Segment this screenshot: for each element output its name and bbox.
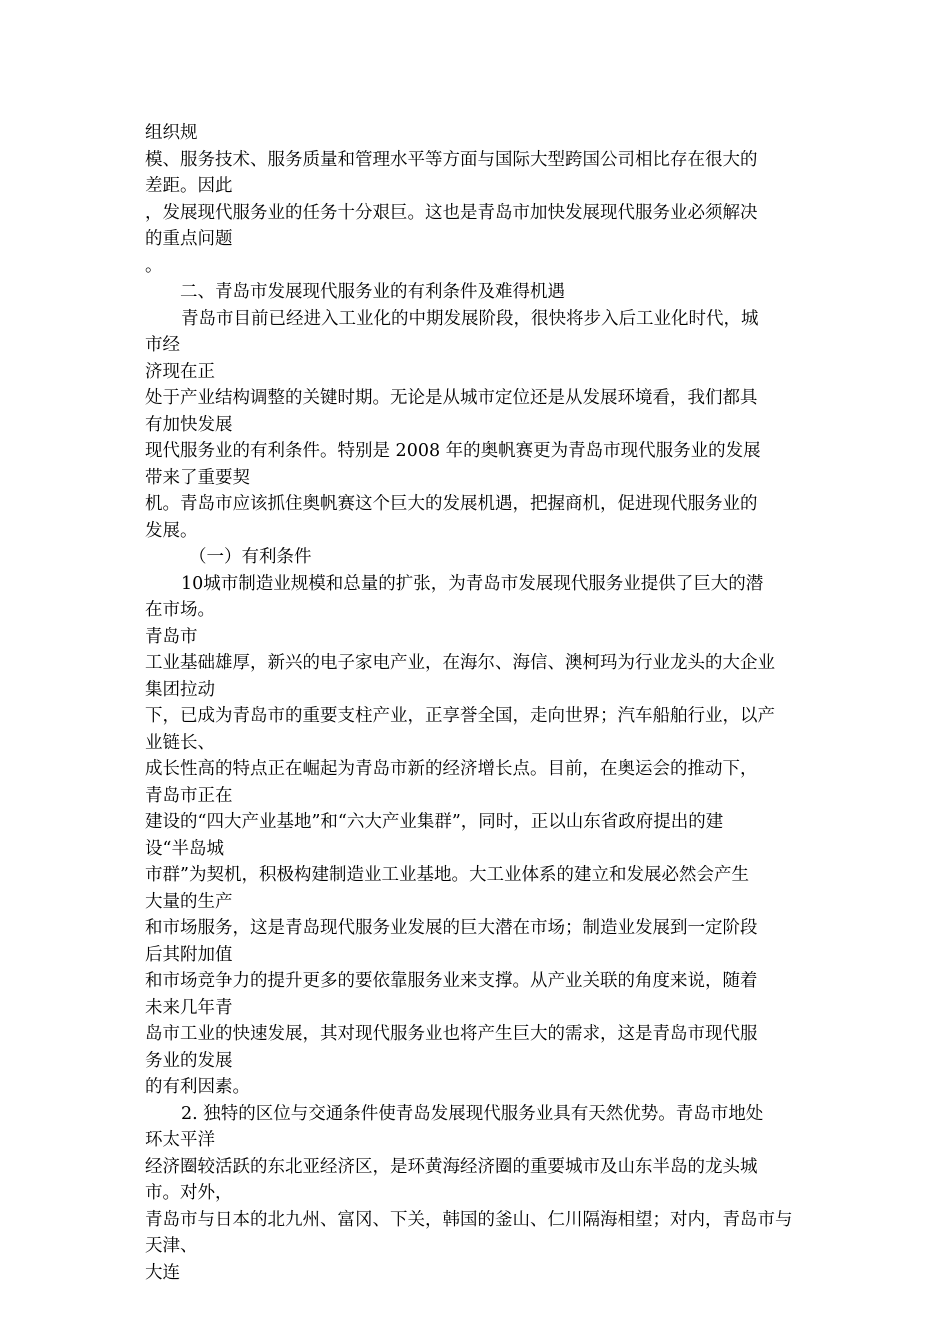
text-line: 青岛市目前已经进入工业化的中期发展阶段，很快将步入后工业化时代，城 [181,308,759,329]
text-line: 岛市工业的快速发展，其对现代服务业也将产生巨大的需求，这是青岛市现代服 [145,1024,758,1044]
text-line: 下，已成为青岛市的重要支柱产业，正享誉全国，走向世界；汽车船舶行业，以产 [145,706,775,726]
text-line: 有加快发展 [145,414,233,435]
text-line: 模、服务技术、服务质量和管理水平等方面与国际大型跨国公司相比存在很大的 [145,149,758,170]
text-line: 10城市制造业规模和总量的扩张，为青岛市发展现代服务业提供了巨大的潜 [181,573,764,594]
text-line: 济现在正 [145,361,215,382]
text-line: 市经 [145,335,180,355]
text-line: 大量的生产 [145,891,233,912]
text-line: 带来了重要契 [145,467,250,488]
text-line: 成长性高的特点正在崛起为青岛市新的经济增长点。目前，在奥运会的推动下， [145,759,758,779]
text-line: 青岛市正在 [145,785,233,806]
subsection-heading: （一）有利条件 [189,547,312,567]
text-line: 在市场。 [145,600,215,620]
text-line: 和市场服务，这是青岛现代服务业发展的巨大潜在市场；制造业发展到一定阶段 [145,918,758,938]
text-line: 现代服务业的有利条件。特别是 2008 年的奥帆赛更为青岛市现代服务业的发展 [145,441,761,461]
text-line: 工业基础雄厚，新兴的电子家电产业，在海尔、海信、澳柯玛为行业龙头的大企业 [145,653,775,673]
text-line: 集团拉动 [145,679,215,700]
text-line: 未来几年青 [145,997,233,1018]
text-line: 天津、 [145,1236,198,1256]
text-line: 发展。 [145,520,198,541]
text-line: 务业的发展 [145,1050,233,1071]
text-line: 2. 独特的区位与交通条件使青岛发展现代服务业具有天然优势。青岛市地处 [181,1103,764,1124]
text-line: 组织规 [145,123,198,143]
text-line: 青岛市 [145,626,198,647]
text-line: 的重点问题 [145,229,233,249]
body-text [145,120,810,1286]
text-line: 市。对外， [145,1183,233,1203]
text-line: 青岛市与日本的北九州、富冈、下关，韩国的釜山、仁川隔海相望；对内，青岛市与 [145,1209,793,1230]
text-line: 设“半岛城 [145,838,224,859]
text-line: 。 [145,255,163,276]
text-line: 市群”为契机，积极构建制造业工业基地。大工业体系的建立和发展必然会产生 [145,865,749,885]
text-line: 差距。因此 [145,176,233,196]
text-line: 经济圈较活跃的东北亚经济区，是环黄海经济圈的重要城市及山东半岛的龙头城 [145,1156,758,1177]
text-line: ，发展现代服务业的任务十分艰巨。这也是青岛市加快发展现代服务业必须解决 [145,202,758,223]
text-line: 大连 [145,1262,180,1283]
text-line: 和市场竞争力的提升更多的要依靠服务业来支撑。从产业关联的角度来说，随着 [145,971,758,991]
text-line: 业链长、 [145,732,215,753]
section-heading: 二、青岛市发展现代服务业的有利条件及难得机遇 [180,282,565,302]
text-line: 建设的“四大产业基地”和“六大产业集群”，同时，正以山东省政府提出的建 [145,812,724,832]
text-line: 机。青岛市应该抓住奥帆赛这个巨大的发展机遇，把握商机，促进现代服务业的 [145,494,758,514]
text-line: 的有利因素。 [145,1077,250,1097]
text-line: 后其附加值 [145,944,233,965]
text-line: 处于产业结构调整的关键时期。无论是从城市定位还是从发展环境看，我们都具 [145,388,758,408]
text-line: 环太平洋 [145,1130,215,1150]
